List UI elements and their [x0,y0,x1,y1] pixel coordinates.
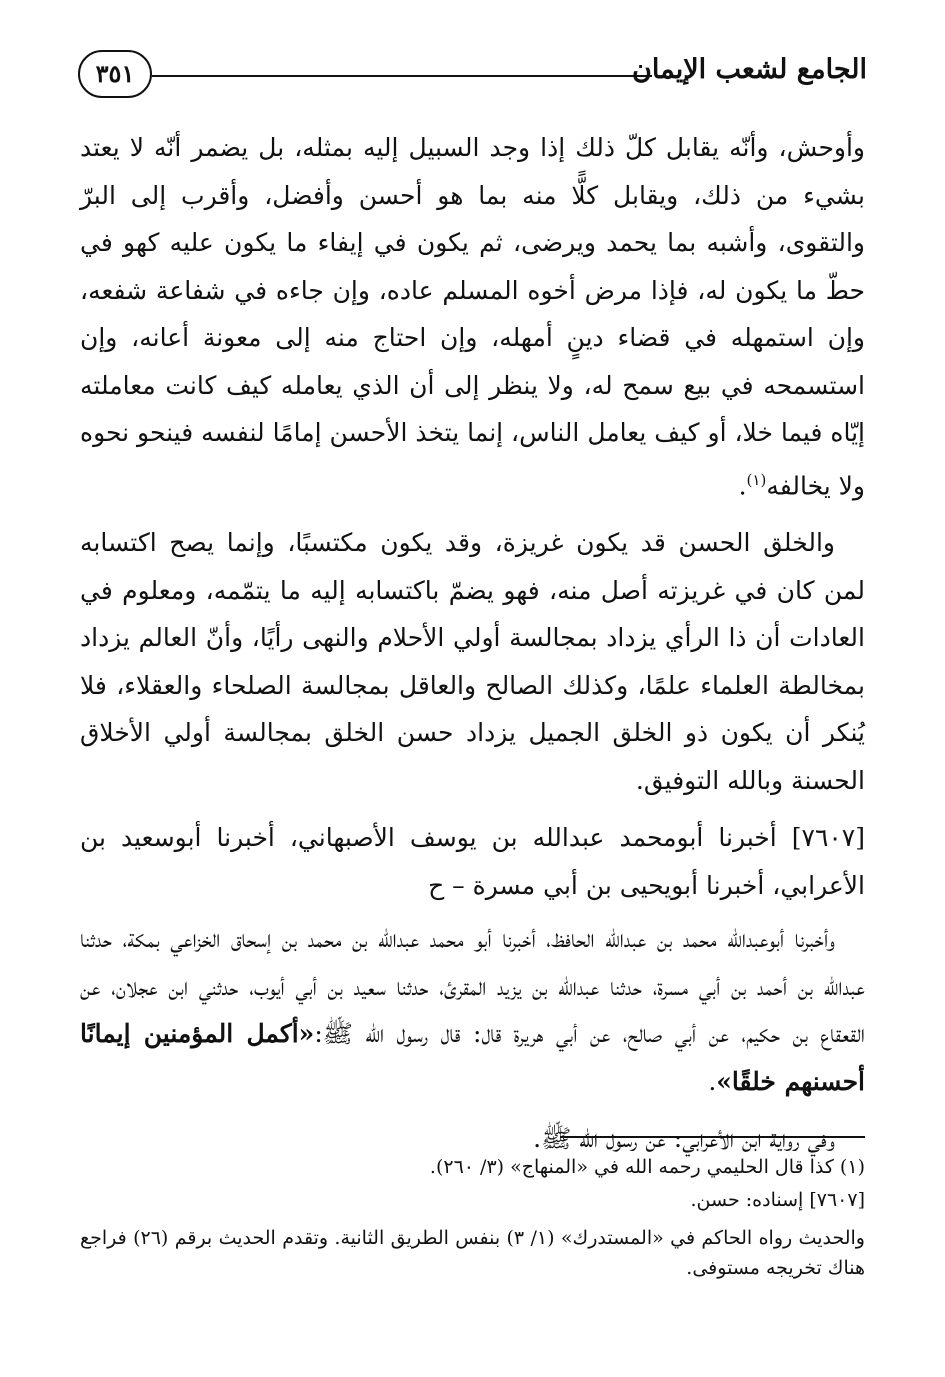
main-text [80,124,865,1173]
footnote-takhrij: والحديث رواه الحاكم في «المستدرك» (١/ ٣) بنفس الطريق الثانية. وتقدم الحديث برقم (٢٦) فراجع هناك تخريجه مستوفى. [80,1227,865,1279]
header-rule [152,75,652,77]
paragraph-1 [80,124,865,509]
paragraph-1-text: وأوحش، وأنّه يقابل كلّ ذلك إذا وجد السبيل إليه بمثله، بل يضمر أنّه لا يعتد بشيء من ذلك، ويقابل كلًّا منه بما هو أحسن وأفضل، وأقرب إلى البرّ والتقوى، وأشبه بما يحمد ويرضى، ثم يكون في إيفاء ما يكون عليه كهو في حطّ ما يكون له، فإذا مرض أخوه المسلم عاده، وإن جاءه في شفاعة شفعه، وإن استمهله في قضاء دينٍ أمهله، وإن احتاج منه إلى معونة أعانه، وإن استسمحه في بيع سمح له، ولا ينظر إلى أن الذي يعامله كيف كانت معاملته إيّاه فيما خلا، أو كيف يعامل الناس، إنما يتخذ الأحسن إمامًا لنفسه فينحو نحوه ولا يخالفه [80,133,865,500]
footnotes [80,1152,865,1286]
running-title: الجامع لشعب الإيمان [632,54,867,85]
footnote-1: (١) كذا قال الحليمي رحمه الله في «المنهاج» (٣/ ٢٦٠). [429,1156,865,1178]
paragraph-2: والخلق الحسن قد يكون غريزة، وقد يكون مكتسبًا، وإنما يصح اكتسابه لمن كان في غريزته أصل منه، فهو يضمّ باكتسابه إليه ما يتمّمه، ومعلوم في العادات أن ذا الرأي يزداد بمجالسة أولي الأحلام والنهى رأيًا، وأنّ العالم يزداد بمخالطة العلماء علمًا، وكذلك الصالح والعاقل بمجالسة الصلحاء والعقلاء، فلا يُنكر أن يكون ذو الخلق الجميل يزداد حسن الخلق بمجالسة أولي الأخلاق الحسنة وبالله التوفيق. [80,528,865,795]
paragraph-narration-note: وفي رواية ابن الأعرابي: عن رسول الله ﷺ. [533,1124,835,1154]
hadith-chain-1 [80,814,865,909]
paragraph-1-end: . [738,470,747,500]
hadith-number: [٧٦٠٧] [791,823,865,853]
hadith-chain-2 [80,915,865,1105]
hadith-text: «أكمل المؤمنين إيمانًا أحسنهم خلقًا» [80,1019,865,1096]
hadith-chain-2-end: . [708,1066,717,1096]
page-number: ٣٥١ [78,50,152,98]
hadith-chain-1-text: أخبرنا أبومحمد عبدالله بن يوسف الأصبهاني، أخبرنا أبوسعيد بن الأعرابي، أخبرنا أبويحيى بن أبي مسرة – ح [80,823,865,900]
page-header [78,44,867,104]
footnote-isnad-grade: [٧٦٠٧] إسناده: حسن. [690,1189,865,1211]
footnote-separator [560,1136,865,1138]
hadith-chain-2-text: وأخبرنا أبوعبدالله محمد بن عبدالله الحافظ، أخبرنا أبو محمد عبدالله بن محمد بن إسحاق الخزاعي بمكة، حدثنا عبدالله بن أحمد بن أبي مسرة، حدثنا عبدالله بن يزيد المقرئ، حدثنا سعيد بن أبي أيوب، حدثني ابن عجلان، عن القعقاع بن حكيم، عن أبي صالح، عن أبي هريرة قال: قال رسول الله ﷺ: [80,924,865,1049]
footnote-marker-1: (١) [746,470,767,489]
